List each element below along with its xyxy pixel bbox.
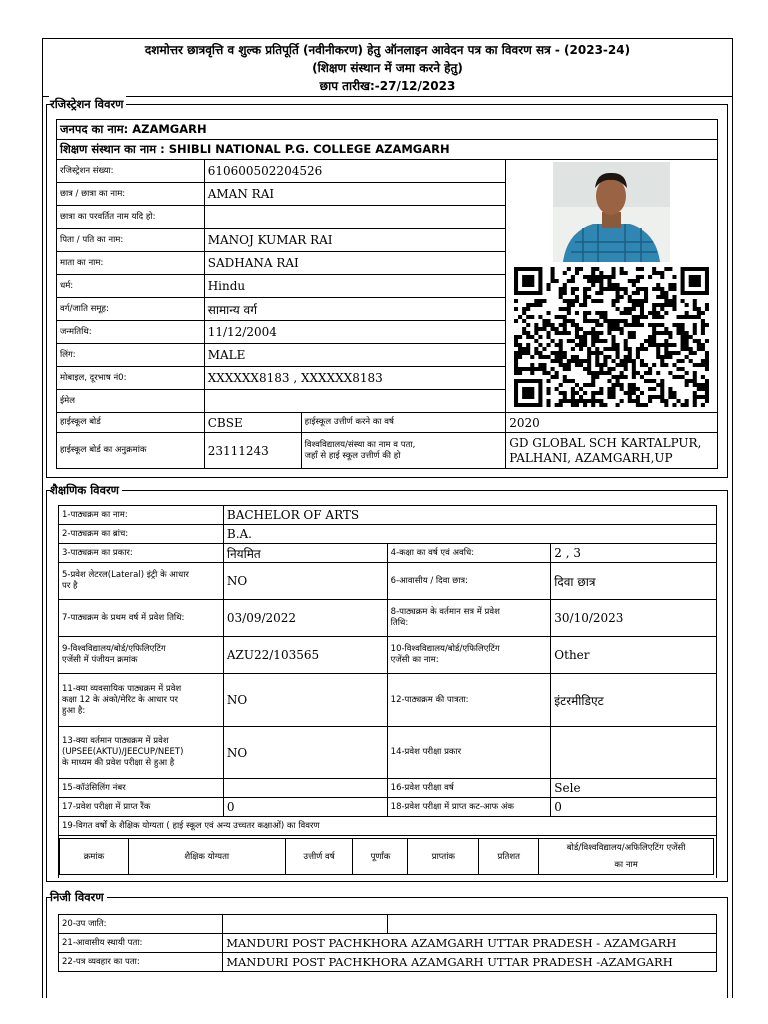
course-name-label: 1-पाठ्यक्रम का नाम: — [59, 506, 224, 525]
registration-field-label: लिंग: — [57, 344, 205, 367]
registration-field-value: 610600502204526 — [204, 160, 506, 183]
hs-roll-label: हाईस्कूल बोर्ड का अनुक्रमांक — [57, 433, 205, 469]
class-year-label: 4-कक्षा का वर्ष एवं अवधि: — [387, 544, 551, 563]
registration-field-value: MANOJ KUMAR RAI — [204, 229, 506, 252]
correspondence-address-label: 22-पत्र व्यवहार का पता: — [59, 953, 223, 972]
academic-legend: शैक्षणिक विवरण — [49, 482, 122, 498]
hs-board-label: हाईस्कूल बोर्ड — [57, 413, 205, 433]
history-header-obtained: प्राप्तांक — [408, 839, 479, 875]
registration-field-value: 11/12/2004 — [204, 321, 506, 344]
rank-label: 17-प्रवेश परीक्षा में प्राप्त रैंक — [59, 798, 224, 817]
university-registration: AZU22/103565 — [223, 637, 387, 674]
registration-field-value — [204, 206, 506, 229]
registration-field-value: MALE — [204, 344, 506, 367]
registration-field-value: सामान्य वर्ग — [204, 298, 506, 321]
registration-field-value — [204, 390, 506, 413]
branch: B.A. — [223, 525, 716, 544]
form-title: दशमोत्तर छात्रवृत्ति व शुल्क प्रतिपूर्ति (नवीनीकरण) हेतु ऑनलाइन आवेदन पत्र का विवरण सत्र - (2023-24) — [144, 43, 631, 57]
history-header-year: उत्तीर्ण वर्ष — [285, 839, 353, 875]
entrance-year-label: 16-प्रवेश परीक्षा वर्ष — [387, 779, 551, 798]
course-type-label: 3-पाठ्यक्रम का प्रकार: — [59, 544, 224, 563]
eligibility-label: 12-पाठ्यक्रम की पात्रता: — [387, 674, 551, 727]
admission-date-label: 7-पाठ्यक्रम के प्रथम वर्ष में प्रवेश तिथि: — [59, 600, 224, 637]
entrance-type-label: 14-प्रवेश परीक्षा प्रकार — [387, 727, 551, 779]
qr-code — [514, 267, 709, 407]
university-registration-label: 9-विश्वविद्यालय/बोर्ड/एफिलिएटिंग एजेंसी में पंजीयन क्रमांक — [59, 637, 224, 674]
branch-label: 2-पाठ्यक्रम का ब्रांच: — [59, 525, 224, 544]
admission-date: 03/09/2022 — [223, 600, 387, 637]
rank: 0 — [223, 798, 387, 817]
registration-field-label: छात्रा का परवर्तित नाम यदि हो: — [57, 206, 205, 229]
counselling-number — [223, 779, 387, 798]
registration-field-label: ईमेल — [57, 390, 205, 413]
merit-admission-label: 11-क्या व्यवसायिक पाठ्यक्रम में प्रवेश कक्षा 12 के अंको/मेरिट के आधार पर हुआ है: — [59, 674, 224, 727]
print-date: छाप तारीख:-27/12/2023 — [319, 79, 456, 93]
merit-admission: NO — [223, 674, 387, 727]
form-header — [43, 39, 732, 97]
hs-school: GD GLOBAL SCH KARTALPUR, PALHANI, AZAMGARH,UP — [506, 433, 718, 469]
history-header-percent: प्रतिशत — [479, 839, 539, 875]
registration-field-label: मोबाइल, दूरभाष नं0: — [57, 367, 205, 390]
hs-board: CBSE — [204, 413, 301, 433]
institution-name: शिक्षण संस्थान का नाम : SHIBLI NATIONAL P.G. COLLEGE AZAMGARH — [57, 140, 718, 160]
eligibility: इंटरमीडिएट — [551, 674, 717, 727]
registration-field-label: जन्मतिथि: — [57, 321, 205, 344]
permanent-address: MANDURI POST PACHKHORA AZAMGARH UTTAR PRADESH - AZAMGARH — [223, 934, 717, 953]
registration-top-table — [56, 119, 718, 160]
history-header-board: बोर्ड/विश्वविद्यालय/अफिलिएटिंग एजेंसी का नाम — [539, 839, 714, 875]
counselling-label: 15-कॉउंसिलिंग नंबर — [59, 779, 224, 798]
lateral-entry: NO — [223, 563, 387, 600]
registration-field-label: वर्ग/जाति समूह: — [57, 298, 205, 321]
cutoff: 0 — [551, 798, 717, 817]
entrance-exam-label: 13-क्या वर्तमान पाठ्यक्रम में प्रवेश (UPSEE(AKTU)/JEECUP/NEET) के माध्यम की प्रवेश परीक्षा से हुआ है — [59, 727, 224, 779]
course-type: नियमित — [223, 544, 387, 563]
registration-field-label: रजिस्ट्रेशन संख्या: — [57, 160, 205, 183]
registration-field-value: SADHANA RAI — [204, 252, 506, 275]
personal-details-table — [58, 914, 717, 972]
correspondence-address: MANDURI POST PACHKHORA AZAMGARH UTTAR PRADESH -AZAMGARH — [223, 953, 717, 972]
registration-field-value: XXXXXX8183 , XXXXXX8183 — [204, 367, 506, 390]
permanent-address-label: 21-आवासीय स्थायी पता: — [59, 934, 223, 953]
cutoff-label: 18-प्रवेश परीक्षा में प्राप्त कट-आफ अंक — [387, 798, 551, 817]
hs-year: 2020 — [506, 413, 718, 433]
registration-field-label: छात्र / छात्रा का नाम: — [57, 183, 205, 206]
hs-roll: 23111243 — [204, 433, 301, 469]
registration-field-label: पिता / पति का नाम: — [57, 229, 205, 252]
subcaste-label: 20-उप जाति: — [59, 915, 223, 934]
history-header-serial: क्रमांक — [60, 839, 129, 875]
personal-legend: निजी विवरण — [49, 889, 107, 905]
form-subtitle: (शिक्षण संस्थान में जमा करने हेतु) — [312, 61, 463, 75]
course-name: BACHELOR OF ARTS — [223, 506, 716, 525]
history-table-cell — [59, 836, 717, 879]
history-header-max-marks: पूर्णांक — [353, 839, 408, 875]
history-table — [59, 838, 714, 875]
current-admission-label: 8-पाठ्यक्रम के वर्तमान सत्र में प्रवेश तिथि: — [387, 600, 551, 637]
lateral-entry-label: 5-प्रवेश लेटरल(Lateral) इंट्री के आधार पर है — [59, 563, 224, 600]
subcaste — [223, 915, 388, 934]
district-name: जनपद का नाम: AZAMGARH — [57, 120, 718, 140]
registration-field-label: धर्म: — [57, 275, 205, 298]
history-header-qualification: शैक्षिक योग्यता — [128, 839, 285, 875]
registration-field-value: Hindu — [204, 275, 506, 298]
academic-details-table — [58, 505, 717, 878]
hs-school-label: विश्वविद्यालय/संस्था का नाम व पता, जहाँ से हाई स्कूल उत्तीर्ण की हो — [301, 433, 506, 469]
registration-legend: रजिस्ट्रेशन विवरण — [49, 96, 126, 112]
student-photo — [553, 162, 670, 262]
university-name-label: 10-विश्वविद्यालय/बोर्ड/एफिलिएटिंग एजेंसी का नाम: — [387, 637, 551, 674]
residential-label: 6-आवासीय / दिवा छात्र: — [387, 563, 551, 600]
class-year: 2 , 3 — [551, 544, 717, 563]
entrance-year: Sele — [551, 779, 717, 798]
registration-field-value: AMAN RAI — [204, 183, 506, 206]
current-admission-date: 30/10/2023 — [551, 600, 717, 637]
hs-year-label: हाईस्कूल उत्तीर्ण करने का वर्ष — [301, 413, 506, 433]
entrance-exam: NO — [223, 727, 387, 779]
university-name: Other — [551, 637, 717, 674]
registration-field-label: माता का नाम: — [57, 252, 205, 275]
history-label: 19-विगत वर्षों के शैक्षिक योग्यता ( हाई स्कूल एवं अन्य उच्चतर कक्षाओं) का विवरण — [59, 817, 717, 836]
entrance-type — [551, 727, 717, 779]
residential: दिवा छात्र — [551, 563, 717, 600]
